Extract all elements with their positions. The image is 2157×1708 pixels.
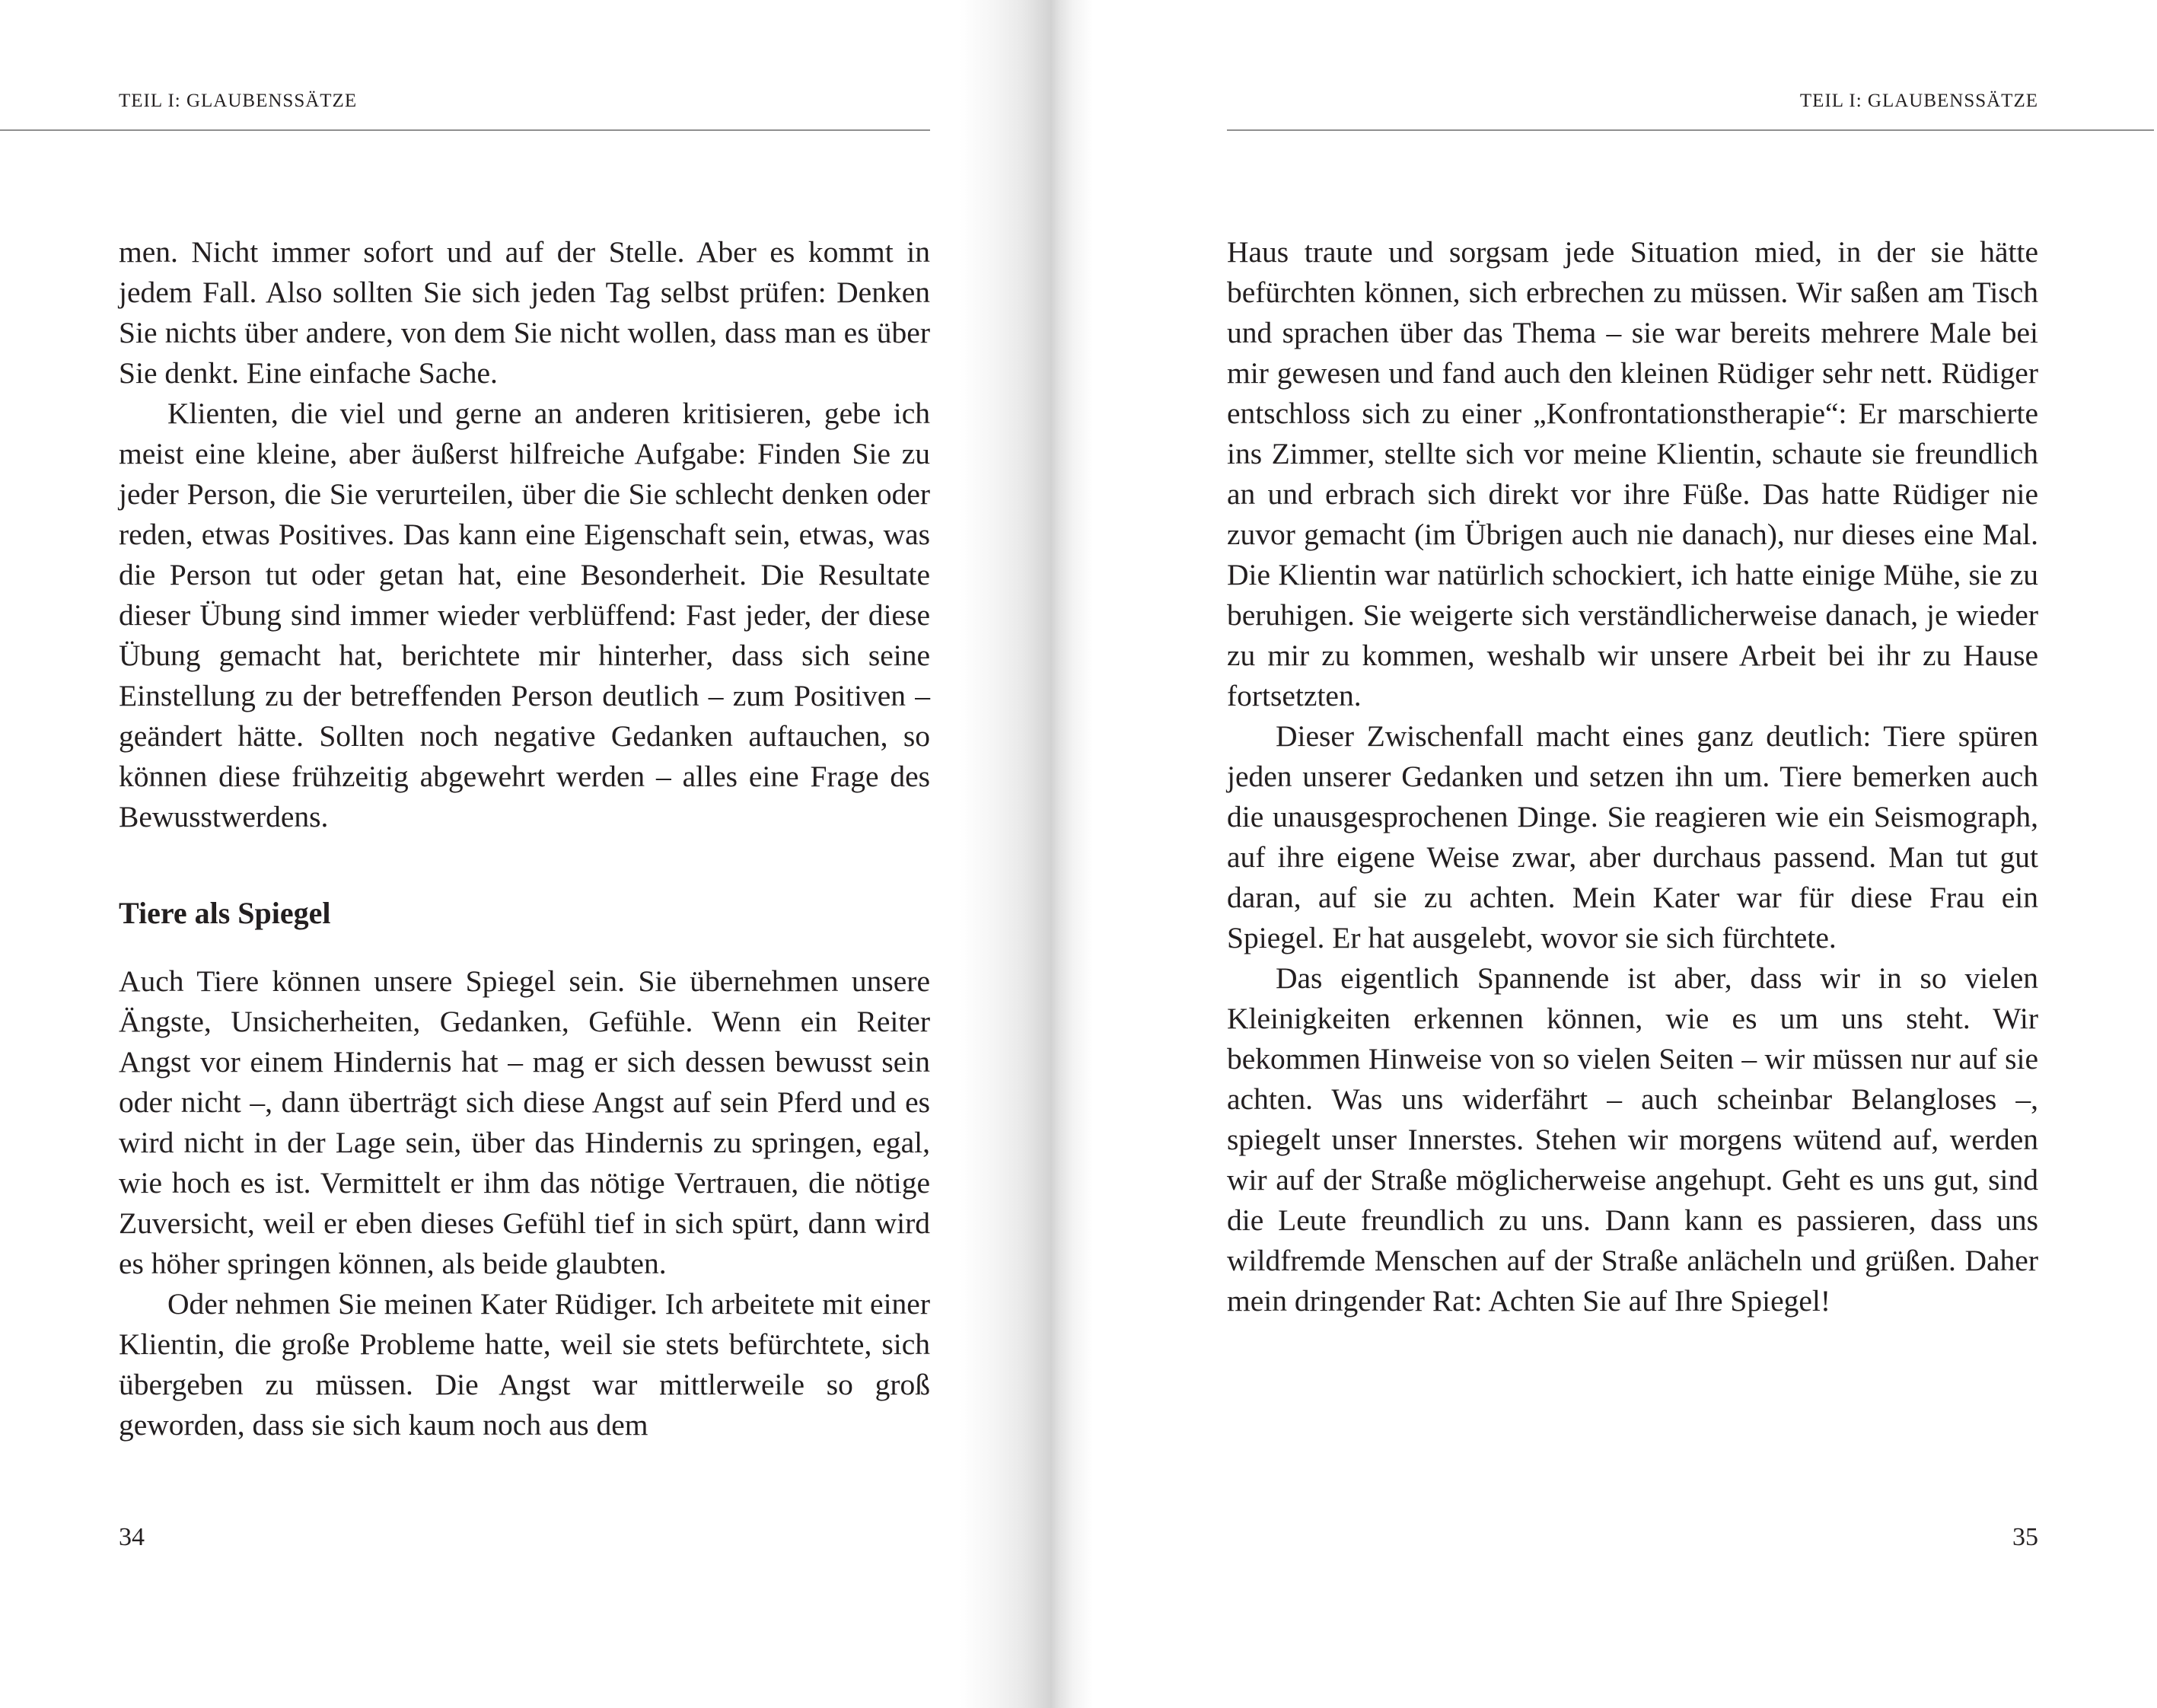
page-number-left: 34 (119, 1523, 145, 1551)
body-text-left (119, 232, 930, 1445)
paragraph-continuation: men. Nicht immer sofort und auf der Stelle. Aber es kommt in jedem Fall. Also sollten Sie sich jeden Tag selbst prüfen: Denken Sie nichts über andere, von dem Sie nicht wollen, dass man es über Sie denkt. Eine einfache Sache. (119, 235, 930, 390)
paragraph: Das eigentlich Spannende ist aber, dass wir in so vielen Kleinigkeiten erkennen können, wie es um uns steht. Wir bekommen Hinweise von so vielen Seiten – wir müssen nur auf sie achten. Was uns widerfährt – auch scheinbar Belangloses –, spiegelt unser Innerstes. Stehen wir morgens wütend auf, werden wir auf der Straße möglicherweise angehupt. Geht es uns gut, sind die Leute freundlich zu uns. Dann kann es passieren, dass uns wildfremde Menschen auf der Straße anlächeln und grüßen. Daher mein dringender Rat: Achten Sie auf Ihre Spiegel! (1227, 961, 2038, 1318)
paragraph: Oder nehmen Sie meinen Kater Rüdiger. Ich arbeitete mit einer Klientin, die große Probleme hatte, weil sie stets befürchtete, sich übergeben zu müssen. Die Angst war mittlerweile so groß geworden, dass sie sich kaum noch aus dem (119, 1287, 930, 1442)
body-text-right (1227, 232, 2038, 1321)
paragraph: Dieser Zwischenfall macht eines ganz deutlich: Tiere spüren jeden unserer Gedanken und setzen ihn um. Tiere bemerken auch die unausgesprochenen Dinge. Sie reagieren wie ein Seismograph, auf ihre eigene Weise zwar, aber durchaus passend. Man tut gut daran, auf sie zu achten. Mein Kater war für diese Frau ein Spiegel. Er hat ausgelebt, wovor sie sich fürchtete. (1227, 719, 2038, 954)
header-rule-left (0, 129, 930, 131)
left-page (0, 0, 959, 1708)
paragraph: Klienten, die viel und gerne an anderen kritisieren, gebe ich meist eine kleine, aber äußerst hilfreiche Aufgabe: Finden Sie zu jeder Person, die Sie verurteilen, über die Sie schlecht denken oder reden, etwas Positives. Das kann eine Eigenschaft sein, etwas, was die Person tut oder getan hat, eine Besonderheit. Die Resultate dieser Übung sind immer wieder verblüffend: Fast jeder, der diese Übung gemacht hat, berichtete mir hinterher, dass sich seine Einstellung zu der betreffenden Person deutlich – zum Positiven – geändert hätte. Sollten noch negative Gedanken auftauchen, so können diese frühzeitig abgewehrt werden – alles eine Frage des Bewusstwerdens. (119, 397, 930, 833)
page-number-right: 35 (2012, 1523, 2038, 1551)
header-rule-right (1227, 129, 2154, 131)
book-gutter (959, 0, 1126, 1708)
right-page (1126, 0, 2157, 1708)
running-head-right: TEIL I: GLAUBENSSÄTZE (1799, 91, 2038, 111)
paragraph: Auch Tiere können unsere Spiegel sein. Sie übernehmen unsere Ängste, Unsicherheiten, Gedanken, Gefühle. Wenn ein Reiter Angst vor einem Hindernis hat – mag er sich dessen bewusst sein oder nicht –, dann überträgt sich diese Angst auf sein Pferd und es wird nicht in der Lage sein, über das Hindernis zu springen, egal, wie hoch es ist. Vermittelt er ihm das nötige Vertrauen, die nötige Zuversicht, weil er eben dieses Gefühl tief in sich spürt, dann wird es höher springen können, als beide glaubten. (119, 964, 930, 1280)
section-heading: Tiere als Spiegel (119, 896, 331, 930)
paragraph-continuation: Haus traute und sorgsam jede Situation mied, in der sie hätte befürchten können, sich erbrechen zu müssen. Wir saßen am Tisch und sprachen über das Thema – sie war bereits mehrere Male bei mir gewesen und fand auch den kleinen Rüdiger sehr nett. Rüdiger entschloss sich zu einer „Konfrontationstherapie“: Er marschierte ins Zimmer, stellte sich vor meine Klientin, schaute sie freundlich an und erbrach sich direkt vor ihre Füße. Das hatte Rüdiger nie zuvor gemacht (im Übrigen auch nie danach), nur dieses eine Mal. Die Klientin war natürlich schockiert, ich hatte einige Mühe, sie zu beruhigen. Sie weigerte sich verständlicherweise danach, je wieder zu mir zu kommen, weshalb wir unsere Arbeit bei ihr zu Hause fortsetzten. (1227, 235, 2038, 712)
running-head-left: TEIL I: GLAUBENSSÄTZE (119, 91, 358, 111)
